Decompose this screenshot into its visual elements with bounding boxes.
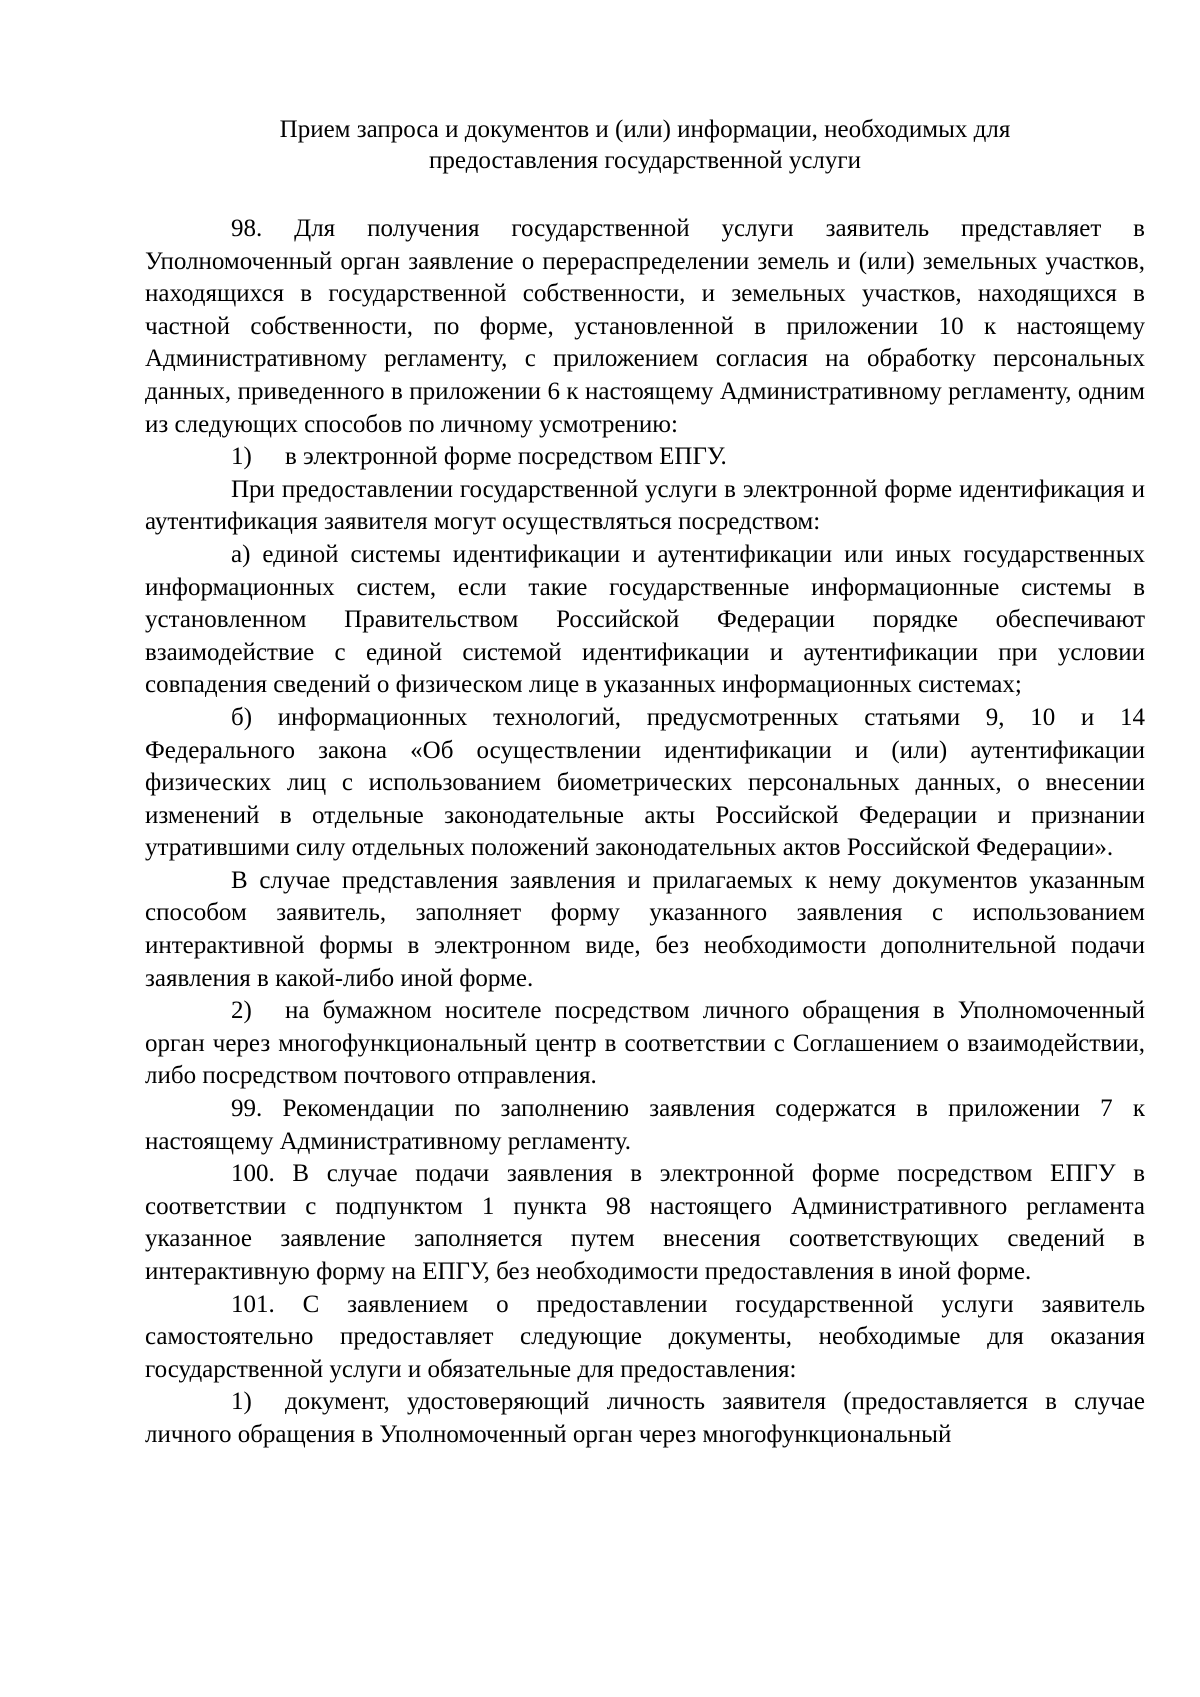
paragraph-identification: При предоставлении государственной услуги в электронной форме идентификация и аутентификация заявителя могут осуществляться посредством: xyxy=(145,475,1145,536)
list-item-text: на бумажном носителе посредством личного обращения в Уполномоченный орган через многофункциональный центр в соответствии с Соглашением о взаимодействии, либо посредством почтового отправления. xyxy=(145,997,1145,1090)
list-item-1-electronic xyxy=(145,441,1145,474)
list-number: 2) xyxy=(231,997,252,1025)
paragraph-100: 100. В случае подачи заявления в электронной форме посредством ЕПГУ в соответствии с подпунктом 1 пункта 98 настоящего Административного регламента указанное заявление заполняется путем внесения соответствующих сведений в интерактивную форму на ЕПГУ, без необходимости предоставления в иной форме. xyxy=(145,1160,1145,1285)
list-item-text: документ, удостоверяющий личность заявителя (предоставляется в случае личного обращения в Уполномоченный орган через многофункциональный xyxy=(145,1388,1145,1448)
list-number: 1) xyxy=(231,1388,252,1416)
section-heading xyxy=(145,114,1145,176)
paragraph-a-esia: а) единой системы идентификации и аутентификации или иных государственных информационных систем, если такие государственные информационные системы в установленном Правительством Российской Федерации порядке обеспечивают взаимодействие с единой системой идентификации и аутентификации при условии совпадения сведений о физическом лице в указанных информационных системах; xyxy=(145,540,1145,699)
paragraph-101: 101. С заявлением о предоставлении государственной услуги заявитель самостоятельно предоставляет следующие документы, необходимые для оказания государственной услуги и обязательные для предоставления: xyxy=(145,1290,1145,1383)
paragraph-interactive-form: В случае представления заявления и прилагаемых к нему документов указанным способом заявитель, заполняет форму указанного заявления с использованием интерактивной формы в электронном виде, без необходимости дополнительной подачи заявления в какой-либо иной форме. xyxy=(145,866,1145,992)
heading-line-2: предоставления государственной услуги xyxy=(428,147,862,174)
list-item-2-paper xyxy=(145,995,1145,1093)
document-body xyxy=(145,213,1145,1452)
paragraph-99: 99. Рекомендации по заполнению заявления содержатся в приложении 7 к настоящему Административному регламенту. xyxy=(145,1095,1145,1155)
paragraph-b-biometric: б) информационных технологий, предусмотренных статьями 9, 10 и 14 Федерального закона «Об осуществлении идентификации и (или) аутентификации физических лиц с использованием биометрических персональных данных, о внесении изменений в отдельные законодательные акты Российской Федерации и признании утратившими силу отдельных положений законодательных актов Российской Федерации». xyxy=(145,703,1145,862)
list-number: 1) xyxy=(231,443,252,471)
list-item-text: в электронной форме посредством ЕПГУ. xyxy=(285,443,727,471)
list-item-1-identity-document xyxy=(145,1386,1145,1451)
heading-line-1: Прием запроса и документов и (или) информации, необходимых для xyxy=(279,116,1011,143)
paragraph-98: 98. Для получения государственной услуги заявитель представляет в Уполномоченный орган заявление о перераспределении земель и (или) земельных участков, находящихся в государственной собственности, и земельных участков, находящихся в частной собственности, по форме, установленной в приложении 10 к настоящему Административному регламенту, с приложением согласия на обработку персональных данных, приведенного в приложении 6 к настоящему Административному регламенту, одним из следующих способов по личному усмотрению: xyxy=(145,215,1145,438)
document-page xyxy=(145,114,1145,1452)
